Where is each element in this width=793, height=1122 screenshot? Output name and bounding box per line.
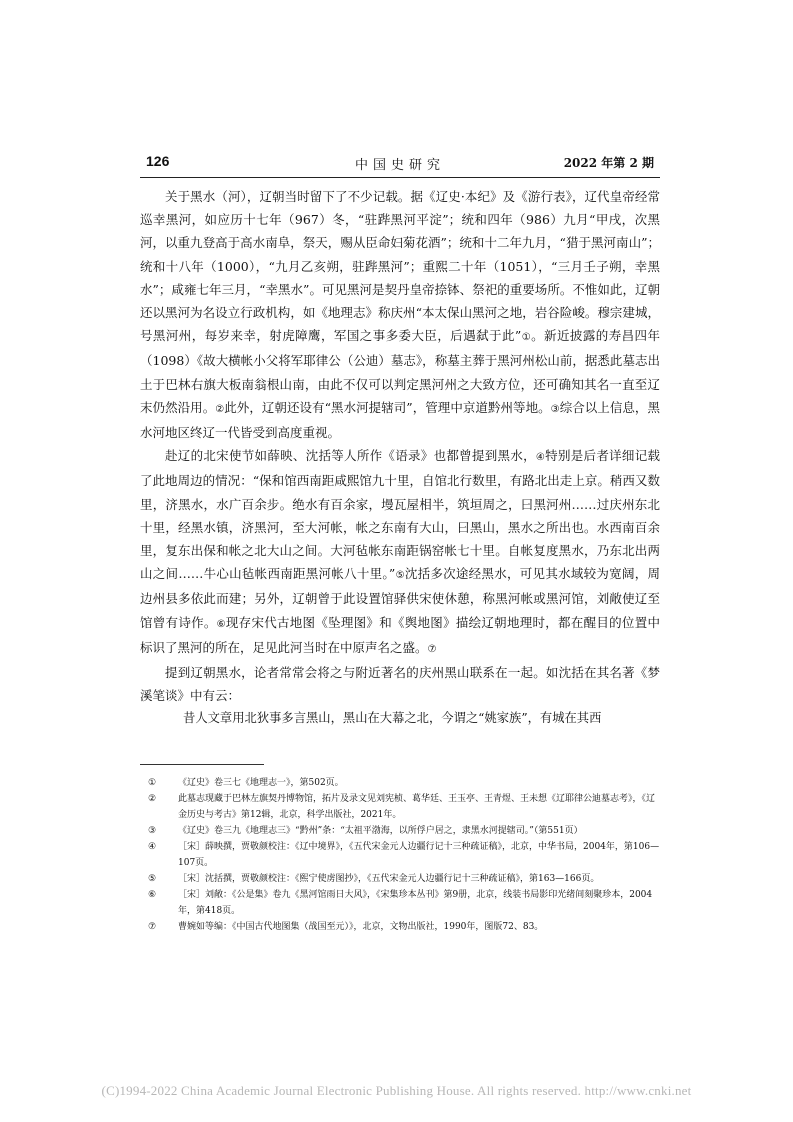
paragraph-text: 此外，辽朝还设有“黑水河提辖司”，管理中京道黔州等地。	[224, 399, 551, 415]
paragraph-text: 综合以上信息，黑水河地区终辽一代皆受到高度重视。	[140, 399, 660, 441]
footnote-marker[interactable]: ②	[215, 403, 225, 415]
paragraph: 提到辽朝黑水，论者常常会将之与附近著名的庆州黑山联系在一起。如沈括在其名著《梦溪笔谈》中有云：	[140, 665, 660, 704]
header-rule	[140, 177, 660, 178]
running-header	[146, 153, 654, 173]
footnote-marker[interactable]: ⑤	[395, 570, 405, 582]
paragraph-text: 赴辽的北宋使节如薛映、沈括等人所作《语录》也都曾提到黑水，	[165, 448, 536, 464]
paragraph-text: 沈括多次途经黑水，可见其水域较为宽阔，周边州县多依此而建；另外，辽朝曾于此设置馆驿供宋使休憩，称黑河帐或黑河馆，刘敞使辽至馆曾有诗作。	[140, 566, 660, 630]
footnote-number: ⑤	[148, 874, 157, 884]
footnote-number: ④	[148, 842, 157, 852]
paragraph	[140, 185, 660, 444]
footnote-number: ③	[148, 826, 157, 836]
footnote-marker[interactable]: ⑦	[427, 643, 437, 655]
block-quote: 昔人文章用北狄事多言黑山，黑山在大幕之北，今谓之“姚家族”，有城在其西	[183, 711, 602, 726]
footnote-item	[140, 919, 660, 935]
footnote-marker[interactable]: ④	[535, 452, 546, 464]
footnote-marker[interactable]: ③	[550, 403, 560, 415]
footnote-number: ②	[148, 794, 157, 804]
footnote-item	[140, 823, 660, 839]
paragraph-text: 。新近披露的寿昌四年（1098）《故大横帐小父将军耶律公（公迪）墓志》，称墓主葬于黑河州松山前，据悉此墓志出土于巴林右旗大板南翁根山南，由此不仅可以判定黑河州之大致方位，还可确知其名一直至辽末仍然沿用。	[140, 328, 660, 415]
paragraph-text: 特别是后者详细记载了此地周边的情况：“保和馆西南距咸熙馆九十里，自馆北行数里，有路北出走上京。稍西又数里，济黑水，水广百余步。绝水有百余家，墁瓦屋相半，筑垣周之，曰黑河州……过庆州东北十里，经黑水镇，济黑河，至大河帐，帐之东南有大山，曰黑山，黑水之所出也。水西南百余里，复东出保和帐之北大山之间。大河毡帐东南距锅窑帐七十里。自帐复度黑水，乃东北出两山之间……牛心山毡帐西南距黑河帐八十里。”	[140, 448, 660, 582]
footnote-item	[140, 791, 660, 823]
footnote-text: ［宋］刘敞：《公是集》卷九《黑河馆雨日大风》，《宋集珍本丛刊》第9册，北京，线装书局影印光绪间刻聚珍本，2004年，第418页。	[178, 890, 653, 916]
page-number: 126	[146, 153, 170, 169]
footnote-marker[interactable]: ⑥	[216, 618, 226, 630]
footnote-number: ⑥	[148, 890, 157, 900]
footnote-text: 此墓志现藏于巴林左旗契丹博物馆，拓片及录文见刘宪桢、葛华廷、王玉亭、王青煜、王未想《辽耶律公迪墓志考》，《辽金历史与考古》第12辑，北京，科学出版社，2021年。	[178, 794, 656, 820]
footnote-item	[140, 775, 660, 791]
copyright-footer: (C)1994-2022 China Academic Journal Electronic Publishing House. All rights reserved. http://www.cnki.net	[101, 1083, 692, 1098]
footnote-text: 曹婉如等编：《中国古代地图集（战国至元）》，北京，文物出版社，1990年，图版72、83。	[178, 922, 544, 932]
footnote-item	[140, 887, 660, 919]
paragraph	[140, 444, 660, 661]
footnote-number: ①	[148, 778, 157, 788]
footnote-marker[interactable]: ①	[521, 332, 532, 344]
footnote-rule	[140, 764, 264, 765]
footnote-text: 《辽史》卷三七《地理志一》，第502页。	[178, 778, 344, 788]
footnote-item	[140, 871, 660, 887]
footnote-text: ［宋］沈括撰，贾敬颜校注：《熙宁使虏图抄》，《五代宋金元人边疆行记十三种疏证稿》，第163—166页。	[178, 874, 600, 884]
paragraph-text: 现存宋代古地图《坠理图》和《舆地图》描绘辽朝地理时，都在醒目的位置中标识了黑河的所在，足见此河当时在中原声名之盛。	[140, 614, 660, 655]
footnotes	[140, 775, 660, 935]
paragraph-text: 关于黑水（河），辽朝当时留下了不少记载。据《辽史·本纪》及《游行表》，辽代皇帝经常巡幸黑河，如应历十七年（967）冬，“驻跸黑河平淀”；统和四年（986）九月“甲戌，次黑河，以重九登高于高水南阜，祭天，赐从臣命妇菊花酒”；统和十二年九月，“猎于黑河南山”；统和十八年（1000），“九月乙亥朔，驻跸黑河”；重熙二十年（1051），“三月壬子朔，幸黑水”；咸雍七年三月，“幸黑水”。可见黑河是契丹皇帝捺钵、祭祀的重要场所。不惟如此，辽朝还以黑河为名设立行政机构，如《地理志》称庆州“本太保山黑河之地，岩谷险峻。穆宗建城，号黑河州，每岁来幸，射虎障鹰，军国之事多委大臣，后遇弑于此”	[140, 189, 660, 344]
article-body	[140, 185, 660, 731]
footnote-number: ⑦	[148, 922, 157, 932]
footnote-item	[140, 839, 660, 871]
footnote-text: 《辽史》卷三九《地理志三》“黔州”条：“太祖平渤海，以所俘户居之，隶黑水河提辖司。”（第551页）	[178, 826, 583, 836]
footnote-text: ［宋］薛映撰，贾敬颜校注：《辽中境界》，《五代宋金元人边疆行记十三种疏证稿》，北京，中华书局，2004年，第106—107页。	[178, 842, 660, 868]
issue-label: 2022 年第 2 期	[563, 156, 654, 170]
journal-title: 中国史研究	[354, 158, 445, 173]
